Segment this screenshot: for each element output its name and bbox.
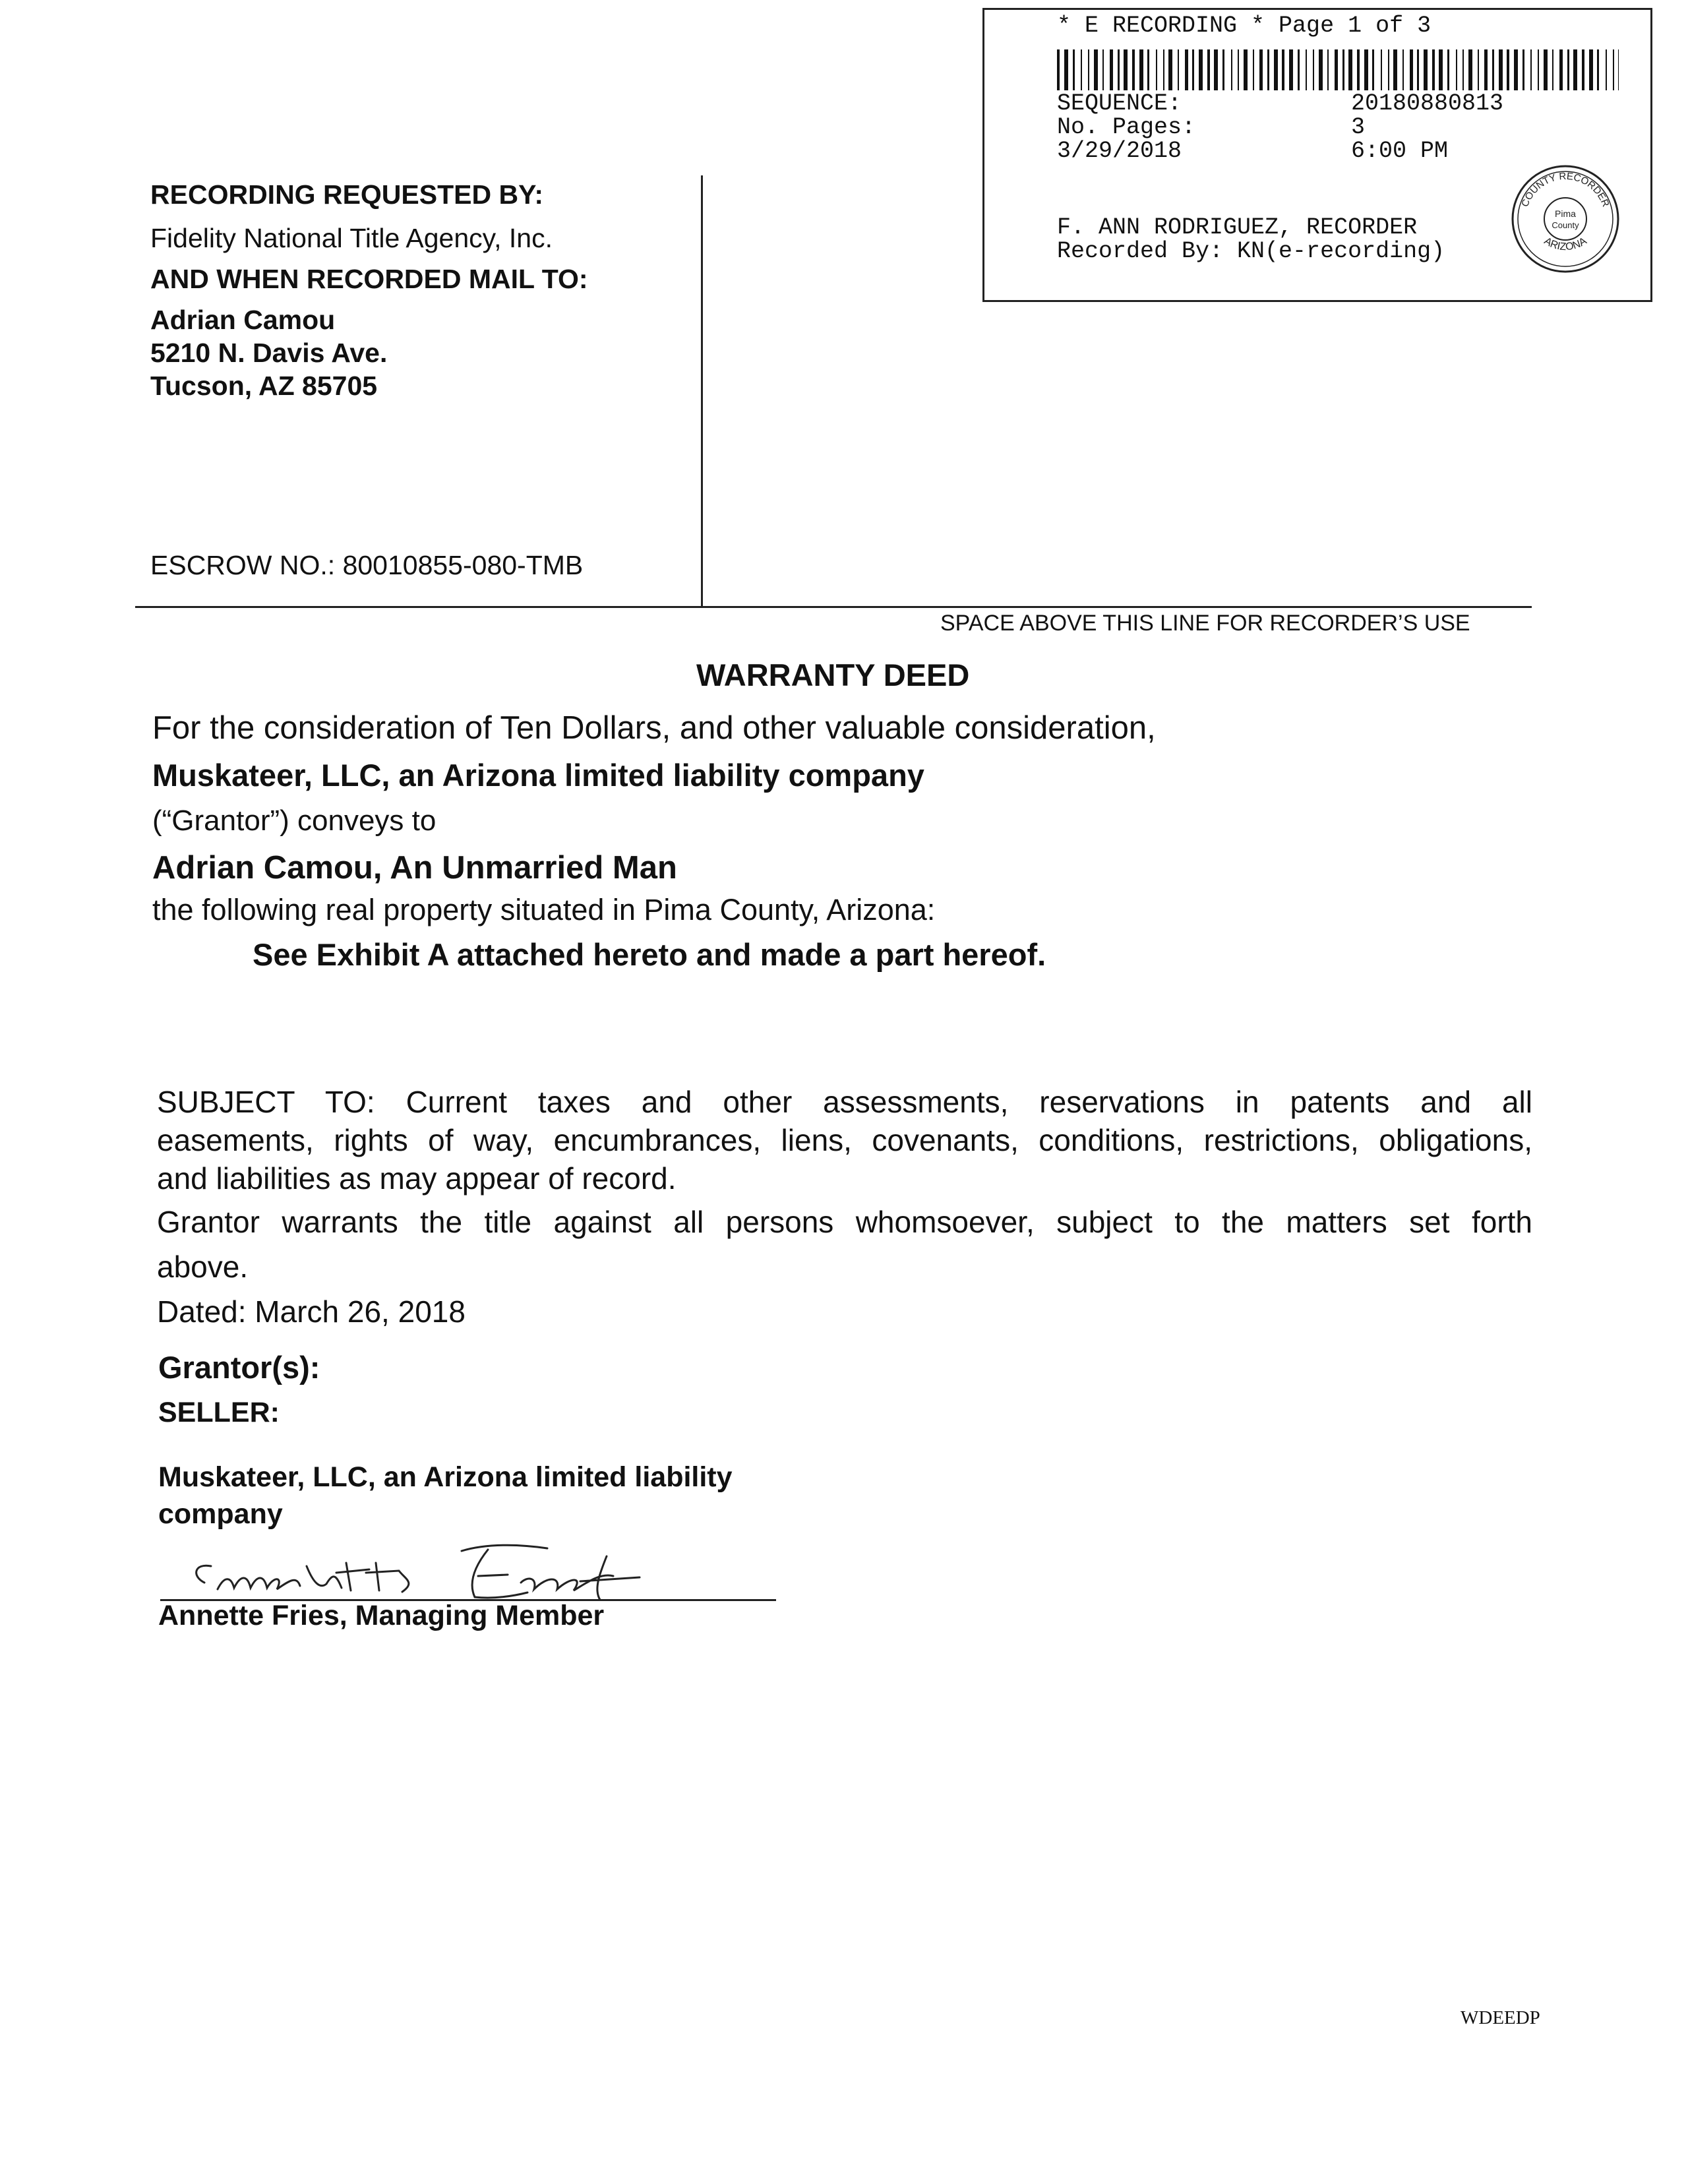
document-title: WARRANTY DEED [696,657,970,692]
record-date: 3/29/2018 [1057,138,1182,164]
barcode-bar [1538,49,1539,90]
barcode-bar [1094,49,1098,90]
barcode-bar [1364,49,1368,90]
barcode-bar [1178,49,1179,90]
barcode-bar [1274,49,1278,90]
barcode-bar [1073,49,1075,90]
barcode-bar [1147,49,1149,90]
barcode-bar [1282,49,1284,90]
signer-name: Annette Fries, Managing Member [158,1600,605,1631]
barcode-bar [1185,49,1188,90]
barcode-bar [1110,49,1113,90]
barcode-bar [1478,49,1479,90]
subject-to-line-3: and liabilities as may appear of record. [157,1161,677,1196]
seller-name-line-1: Muskateer, LLC, an Arizona limited liability [158,1461,733,1493]
barcode-bar [1507,49,1509,90]
barcode-bar [1567,49,1569,90]
barcode-bar [1417,49,1419,90]
barcode-bar [1102,49,1104,90]
pages-label: No. Pages: [1057,114,1196,140]
barcode-bar [1238,49,1239,90]
subject-to-line-2: easements, rights of way, encumbrances, liens, covenants, conditions, restrictions, obligations, [157,1123,1532,1157]
form-code: WDEEDP [1461,2007,1540,2028]
barcode-bar [1357,49,1360,90]
recorded-by: Recorded By: KN(e-recording) [1057,238,1445,264]
svg-text:ARIZONA [1542,235,1589,253]
barcode-bar [1253,49,1254,90]
barcode-bar [1468,49,1472,90]
barcode-bar [1589,49,1593,90]
record-time: 6:00 PM [1351,138,1449,164]
barcode-bar [1132,49,1135,90]
barcode-bar [1388,49,1389,90]
barcode-bar [1439,49,1443,90]
barcode-bar [1057,49,1060,90]
barcode-bar [1231,49,1232,90]
barcode-bar [1088,49,1089,90]
barcode-bar [1613,49,1614,90]
barcode-bar [1372,49,1374,90]
barcode-bar [1573,49,1577,90]
barcode-bar [1081,49,1082,90]
barcode-bar [1447,49,1449,90]
barcode-bar [1335,49,1338,90]
barcode-bar [1348,49,1352,90]
barcode-bar [1199,49,1203,90]
seal-text-top: COUNTY RECORDER [1519,170,1612,209]
barcode-bar [1289,49,1293,90]
grantee-name: Adrian Camou, An Unmarried Man [152,850,677,886]
barcode-bar [1381,49,1382,90]
barcode-bar [1552,49,1553,90]
seller-label: SELLER: [158,1397,280,1428]
mail-to-heading: AND WHEN RECORDED MAIL TO: [150,264,588,294]
escrow-number: ESCROW NO.: 80010855-080-TMB [150,550,584,580]
mail-to-name: Adrian Camou [150,305,336,335]
barcode-bar [1618,49,1619,90]
barcode-bar [1456,49,1457,90]
barcode-bar [1462,49,1464,90]
seal-text-center-1: Pima [1555,208,1576,219]
barcode-bar [1214,49,1218,90]
barcode-bar [1207,49,1210,90]
header-vertical-divider [701,175,703,608]
barcode-bar [1582,49,1584,90]
barcode-bar [1492,49,1494,90]
seal-text-center-2: County [1552,220,1579,230]
dated-text: Dated: March 26, 2018 [157,1294,466,1329]
barcode-bar [1514,49,1518,90]
barcode-bar [1313,49,1314,90]
barcode-bar [1298,49,1300,90]
grantors-label: Grantor(s): [158,1350,320,1385]
barcode-bar [1168,49,1172,90]
mail-to-street: 5210 N. Davis Ave. [150,338,388,368]
seal-text-bottom: ARIZONA [1542,235,1589,253]
barcode-bar [1606,49,1607,90]
barcode-bar [1432,49,1435,90]
barcode-bar [1156,49,1157,90]
barcode-bar [1319,49,1323,90]
recorder-space-note: SPACE ABOVE THIS LINE FOR RECORDER’S USE [940,611,1470,636]
warranty-line-2: above. [157,1250,249,1284]
barcode-bar [1306,49,1307,90]
barcode-bar [1118,49,1120,90]
barcode-bar [1259,49,1263,90]
barcode-bar [1267,49,1269,90]
recorder-stamp [982,8,1652,302]
consideration-text: For the consideration of Ten Dollars, and other valuable consideration, [152,710,1156,746]
barcode-bar [1139,49,1143,90]
barcode-bar [1544,49,1548,90]
barcode-bar [1327,49,1329,90]
recorder-space-divider [135,606,1532,608]
recorder-name: F. ANN RODRIGUEZ, RECORDER [1057,214,1418,241]
barcode-bar [1597,49,1599,90]
sequence-label: SEQUENCE: [1057,90,1182,117]
barcode-bar [1559,49,1563,90]
barcode-bar [1342,49,1344,90]
warranty-line-1: Grantor warrants the title against all persons whomsoever, subject to the matters set forth [157,1205,1532,1239]
barcode-bar [1192,49,1194,90]
barcode-bar [1484,49,1488,90]
requester-name: Fidelity National Title Agency, Inc. [150,223,553,253]
barcode-bar [1222,49,1224,90]
property-text: the following real property situated in Pima County, Arizona: [152,893,936,926]
barcode-bar [1402,49,1404,90]
barcode-bar [1064,49,1068,90]
stamp-header: * E RECORDING * Page 1 of 3 [1057,13,1432,39]
subject-to-line-1: SUBJECT TO: Current taxes and other assessments, reservations in patents and all [157,1085,1532,1119]
barcode [1057,49,1619,90]
barcode-bar [1522,49,1524,90]
conveys-text: (“Grantor”) conveys to [152,804,437,837]
recording-requested-heading: RECORDING REQUESTED BY: [150,179,544,210]
barcode-bar [1410,49,1413,90]
barcode-bar [1530,49,1532,90]
barcode-bar [1499,49,1503,90]
barcode-bar [1124,49,1128,90]
seller-name-line-2: company [158,1498,283,1530]
mail-to-city: Tucson, AZ 85705 [150,371,378,401]
barcode-bar [1163,49,1164,90]
exhibit-reference: See Exhibit A attached hereto and made a part hereof. [253,937,1046,972]
pages-value: 3 [1351,114,1366,140]
barcode-bar [1244,49,1248,90]
barcode-bar [1393,49,1397,90]
handwritten-signature [178,1536,653,1609]
county-seal-icon [1509,163,1621,275]
sequence-value: 20180880813 [1351,90,1504,117]
barcode-bar [1424,49,1428,90]
grantor-name: Muskateer, LLC, an Arizona limited liability company [152,758,924,793]
